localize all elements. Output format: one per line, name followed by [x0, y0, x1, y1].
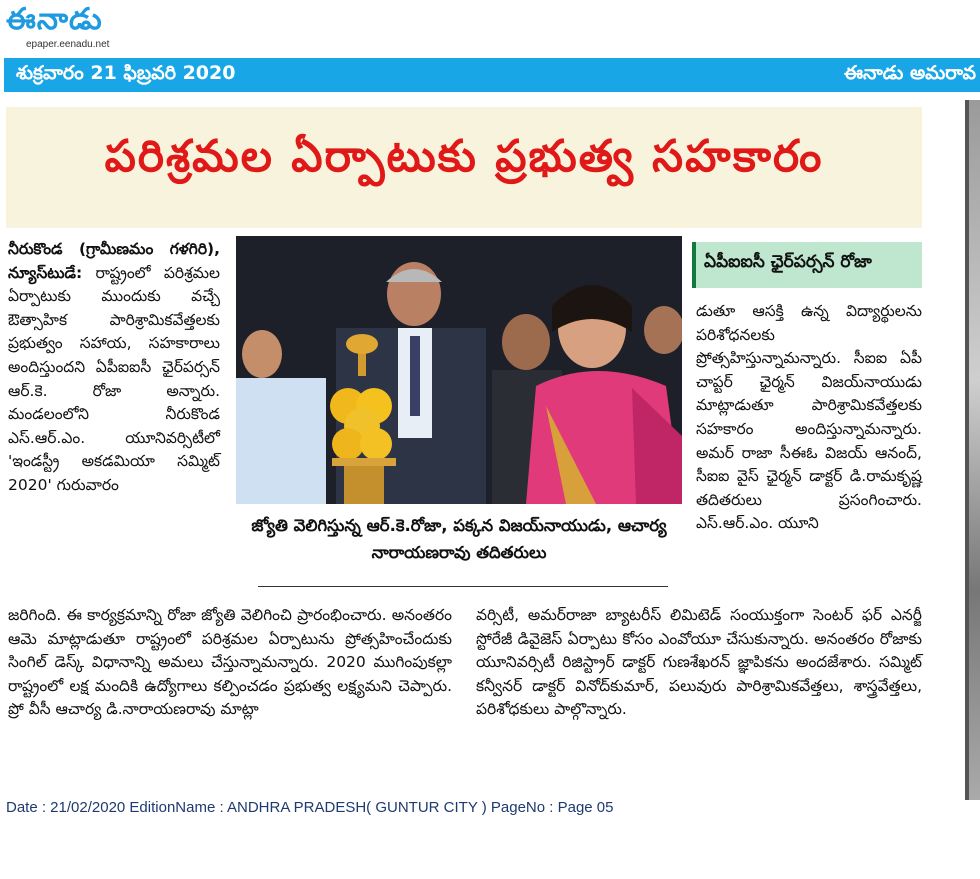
article-headline: పరిశ్రమల ఏర్పాటుకు ప్రభుత్వ సహకారం	[104, 131, 824, 182]
article-column-left	[8, 238, 220, 498]
page-footer: Date : 21/02/2020 EditionName : ANDHRA PRADESH( GUNTUR CITY ) PageNo : Page 05	[6, 799, 614, 816]
news-photo	[236, 236, 682, 504]
article-body-left: రాష్ట్రంలో పరిశ్రమల ఏర్పాటుకు ముందుకు వచ్చే ఔత్సాహిక పారిశ్రామికవేత్తలకు ప్రభుత్వం సహాయ, సహకారాలు అందిస్తుందని ఏపీఐఐసీ ఛైర్‌పర్సన్ ఆర్.కె. రోజా అన్నారు. మండలంలోని నీరుకొండ ఎస్.ఆర్.ఎం. యూనివర్సిటీలో 'ఇండస్ట్రీ అకడమియా సమ్మిట్ 2020' గురువారం	[8, 263, 220, 494]
caption-divider	[258, 586, 668, 587]
site-url: epaper.eenadu.net	[26, 39, 110, 50]
adjacent-article-edge	[965, 100, 980, 800]
edition-name: ఈనాడు అమరావ	[844, 62, 976, 84]
article-body-bottom-left: జరిగింది. ఈ కార్యక్రమాన్ని రోజా జ్యోతి వెలిగించి ప్రారంభించారు. అనంతరం ఆమె మాట్లాడుతూ రాష్ట్రంలో పరిశ్రమల ఏర్పాటును ప్రోత్సహించేందుకు సింగిల్ డెస్క్ విధానాన్ని అమలు చేస్తున్నామన్నారు. 2020 ముగింపుకల్లా రాష్ట్రంలో లక్ష మందికి ఉద్యోగాలు కల్పించడం ప్రభుత్వ లక్ష్యమని చెప్పారు. ప్రో వీసీ ఆచార్య డి.నారాయణరావు మాట్లా	[8, 606, 452, 719]
logo-wordmark: ఈనాడు	[6, 2, 103, 37]
publication-date: శుక్రవారం 21 ఫిబ్రవరి 2020	[16, 62, 236, 84]
headline-panel	[6, 107, 922, 228]
article-dateline: నీరుకొండ (గ్రామీణమం గళగిరి), న్యూస్‌టుడే:	[8, 240, 220, 282]
eenadu-logo	[6, 2, 146, 54]
article-subhead: ఏపీఐఐసీ ఛైర్‌పర్సన్ రోజా	[704, 252, 872, 272]
dateline-bar	[4, 58, 980, 92]
subhead-panel	[692, 242, 922, 288]
article-body-right: డుతూ ఆసక్తి ఉన్న విద్యార్థులను పరిశోధనలకు ప్రోత్సహిస్తున్నామన్నారు. సీఐఐ ఏపీ చాప్టర్ ఛైర్మన్ విజయ్‌నాయుడు మాట్లాడుతూ పారిశ్రామికవేత్తలకు సహకారం అందిస్తున్నామన్నారు. అమర్ రాజా సీఈఓ విజయ్ ఆనంద్, సీఐఐ వైస్ ఛైర్మన్ డాక్టర్ డి.రామకృష్ణ తదితరులు ప్రసంగించారు. ఎస్.ఆర్.ఎం. యూని	[696, 302, 922, 533]
photo-caption: జ్యోతి వెలిగిస్తున్న ఆర్.కె.రోజా, పక్కన విజయ్‌నాయుడు, ఆచార్య నారాయణరావు తదితరులు	[251, 516, 667, 562]
article-body-bottom-right: వర్సిటీ, అమర్‌రాజా బ్యాటరీస్ లిమిటెడ్ సంయుక్తంగా సెంటర్ ఫర్ ఎనర్జీ స్టోరేజీ డివైజెస్ ఏర్పాటు కోసం ఎంవోయూ చేసుకున్నారు. అనంతరం రోజాకు యూనివర్సిటీ రిజిస్ట్రార్ డాక్టర్ గుణశేఖరన్ జ్ఞాపికను అందజేశారు. సమ్మిట్ కన్వీనర్ డాక్టర్ వినోద్‌కుమార్, పలువురు పారిశ్రామికవేత్తలు, శాస్త్రవేత్తలు, పరిశోధకులు పాల్గొన్నారు.	[476, 606, 922, 719]
